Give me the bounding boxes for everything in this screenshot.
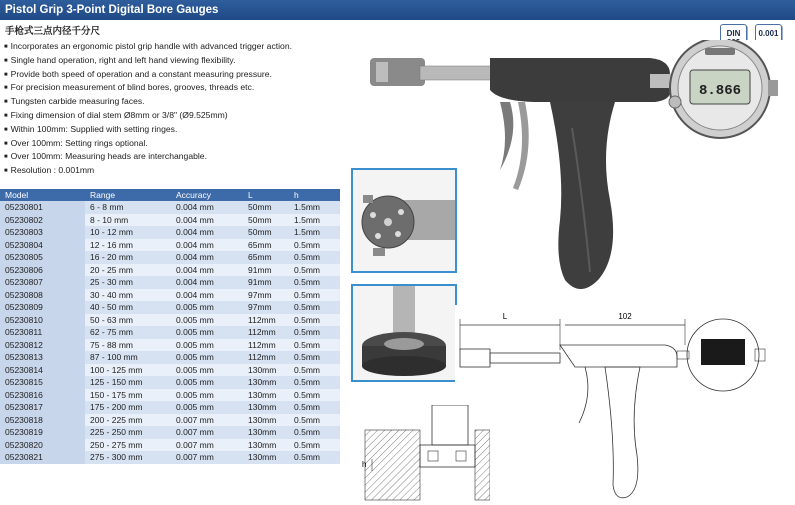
cell-h: 0.5mm	[289, 426, 340, 439]
drawing-lcd	[701, 339, 745, 365]
cell-range: 30 - 40 mm	[85, 289, 171, 302]
dim-l-label: L	[502, 312, 508, 321]
cell-range: 275 - 300 mm	[85, 451, 171, 464]
cell-accuracy: 0.004 mm	[171, 276, 243, 289]
cell-h: 0.5mm	[289, 351, 340, 364]
cell-model: 05230808	[0, 289, 85, 302]
feature-item: ■ Incorporates an ergonomic pistol grip handle with advanced trigger action.	[4, 41, 374, 55]
cell-h: 0.5mm	[289, 389, 340, 402]
table-row	[0, 276, 340, 289]
feature-item: ■ Over 100mm: Measuring heads are interchangable.	[4, 151, 374, 165]
cell-accuracy: 0.005 mm	[171, 301, 243, 314]
cell-accuracy: 0.007 mm	[171, 439, 243, 452]
cell-h: 0.5mm	[289, 339, 340, 352]
cell-model: 05230815	[0, 376, 85, 389]
table-row	[0, 339, 340, 352]
cell-h: 0.5mm	[289, 401, 340, 414]
cell-accuracy: 0.005 mm	[171, 339, 243, 352]
cell-range: 40 - 50 mm	[85, 301, 171, 314]
cell-model: 05230809	[0, 301, 85, 314]
cell-range: 16 - 20 mm	[85, 251, 171, 264]
cell-l: 97mm	[243, 301, 289, 314]
gauge-body	[490, 58, 670, 102]
cell-accuracy: 0.004 mm	[171, 264, 243, 277]
cell-h: 0.5mm	[289, 451, 340, 464]
cell-model: 05230803	[0, 226, 85, 239]
cell-h: 0.5mm	[289, 239, 340, 252]
spec-table	[0, 189, 340, 464]
cell-range: 20 - 25 mm	[85, 264, 171, 277]
cell-range: 125 - 150 mm	[85, 376, 171, 389]
feature-item: ■ Provide both speed of operation and a constant measuring pressure.	[4, 69, 374, 83]
cell-accuracy: 0.004 mm	[171, 239, 243, 252]
cell-range: 150 - 175 mm	[85, 389, 171, 402]
lcd-reading: 8.866	[698, 83, 742, 99]
table-row	[0, 351, 340, 364]
table-header-row	[0, 189, 340, 201]
cell-l: 130mm	[243, 426, 289, 439]
cell-model: 05230806	[0, 264, 85, 277]
cell-range: 50 - 63 mm	[85, 314, 171, 327]
technical-drawing	[455, 305, 795, 505]
cell-range: 100 - 125 mm	[85, 364, 171, 377]
table-row	[0, 326, 340, 339]
cell-l: 130mm	[243, 401, 289, 414]
cell-range: 12 - 16 mm	[85, 239, 171, 252]
table-row	[0, 426, 340, 439]
cell-model: 05230813	[0, 351, 85, 364]
table-row	[0, 251, 340, 264]
cell-l: 91mm	[243, 264, 289, 277]
col-l: L	[243, 189, 289, 201]
cell-accuracy: 0.005 mm	[171, 364, 243, 377]
cell-model: 05230812	[0, 339, 85, 352]
cell-h: 0.5mm	[289, 301, 340, 314]
cell-accuracy: 0.005 mm	[171, 314, 243, 327]
cell-model: 05230805	[0, 251, 85, 264]
cell-range: 200 - 225 mm	[85, 414, 171, 427]
table-row	[0, 264, 340, 277]
cell-range: 10 - 12 mm	[85, 226, 171, 239]
cell-l: 112mm	[243, 351, 289, 364]
cell-range: 25 - 30 mm	[85, 276, 171, 289]
table-row	[0, 214, 340, 227]
col-accuracy: Accuracy	[171, 189, 243, 201]
chinese-subtitle: 手枪式三点内径千分尺	[5, 26, 101, 37]
cell-accuracy: 0.005 mm	[171, 389, 243, 402]
cell-accuracy: 0.007 mm	[171, 414, 243, 427]
table-row	[0, 439, 340, 452]
cell-h: 0.5mm	[289, 439, 340, 452]
table-body	[0, 201, 340, 464]
inset-ring-photo	[351, 284, 457, 382]
cell-accuracy: 0.005 mm	[171, 401, 243, 414]
cell-accuracy: 0.004 mm	[171, 251, 243, 264]
bore-detail-drawing	[360, 405, 490, 505]
cell-h: 0.5mm	[289, 314, 340, 327]
table-row	[0, 289, 340, 302]
table-row	[0, 414, 340, 427]
cell-l: 50mm	[243, 226, 289, 239]
cell-h: 1.5mm	[289, 226, 340, 239]
cell-h: 0.5mm	[289, 326, 340, 339]
feature-item: ■ Tungsten carbide measuring faces.	[4, 96, 374, 110]
cell-l: 50mm	[243, 201, 289, 214]
cell-model: 05230810	[0, 314, 85, 327]
cell-l: 65mm	[243, 239, 289, 252]
cell-range: 175 - 200 mm	[85, 401, 171, 414]
table-row	[0, 314, 340, 327]
cell-range: 8 - 10 mm	[85, 214, 171, 227]
cell-accuracy: 0.004 mm	[171, 214, 243, 227]
cell-range: 62 - 75 mm	[85, 326, 171, 339]
cell-range: 6 - 8 mm	[85, 201, 171, 214]
cell-model: 05230818	[0, 414, 85, 427]
cell-l: 130mm	[243, 414, 289, 427]
cell-range: 87 - 100 mm	[85, 351, 171, 364]
cell-accuracy: 0.004 mm	[171, 226, 243, 239]
feature-item: ■ Within 100mm: Supplied with setting ringes.	[4, 124, 374, 138]
feature-item: ■ Fixing dimension of dial stem Ø8mm or 3/8" (Ø9.525mm)	[4, 110, 374, 124]
table-row	[0, 201, 340, 214]
cell-l: 130mm	[243, 439, 289, 452]
cell-accuracy: 0.005 mm	[171, 326, 243, 339]
resolution-badge-line1: 0.001	[758, 29, 779, 38]
cell-accuracy: 0.005 mm	[171, 351, 243, 364]
cell-h: 0.5mm	[289, 376, 340, 389]
din-badge-line1: DIN	[726, 29, 741, 38]
feature-list	[4, 41, 374, 179]
table-row	[0, 401, 340, 414]
table-row	[0, 301, 340, 314]
table-row	[0, 376, 340, 389]
cell-model: 05230811	[0, 326, 85, 339]
col-range: Range	[85, 189, 171, 201]
cell-model: 05230821	[0, 451, 85, 464]
cell-model: 05230817	[0, 401, 85, 414]
page-title: Pistol Grip 3-Point Digital Bore Gauges	[0, 0, 795, 20]
table-row	[0, 451, 340, 464]
cell-h: 1.5mm	[289, 201, 340, 214]
cell-l: 91mm	[243, 276, 289, 289]
cell-h: 0.5mm	[289, 289, 340, 302]
cell-l: 112mm	[243, 314, 289, 327]
cell-l: 130mm	[243, 389, 289, 402]
cell-model: 05230820	[0, 439, 85, 452]
cell-accuracy: 0.004 mm	[171, 289, 243, 302]
cell-l: 130mm	[243, 451, 289, 464]
table-row	[0, 389, 340, 402]
cell-l: 65mm	[243, 251, 289, 264]
cell-h: 0.5mm	[289, 414, 340, 427]
cell-h: 0.5mm	[289, 276, 340, 289]
table-row	[0, 364, 340, 377]
cell-accuracy: 0.007 mm	[171, 451, 243, 464]
cell-l: 97mm	[243, 289, 289, 302]
feature-item: ■ Single hand operation, right and left hand viewing flexibility.	[4, 55, 374, 69]
cell-model: 05230814	[0, 364, 85, 377]
inset-head-photo	[351, 168, 457, 273]
cell-accuracy: 0.005 mm	[171, 376, 243, 389]
cell-range: 225 - 250 mm	[85, 426, 171, 439]
cell-model: 05230807	[0, 276, 85, 289]
feature-item: ■ For precision measurement of blind bores, grooves, threads etc.	[4, 82, 374, 96]
cell-model: 05230816	[0, 389, 85, 402]
table-row	[0, 239, 340, 252]
cell-l: 50mm	[243, 214, 289, 227]
cell-h: 0.5mm	[289, 264, 340, 277]
cell-l: 130mm	[243, 376, 289, 389]
cell-model: 05230804	[0, 239, 85, 252]
cell-l: 112mm	[243, 326, 289, 339]
cell-model: 05230819	[0, 426, 85, 439]
cell-h: 1.5mm	[289, 214, 340, 227]
cell-l: 130mm	[243, 364, 289, 377]
cell-accuracy: 0.004 mm	[171, 201, 243, 214]
cell-range: 250 - 275 mm	[85, 439, 171, 452]
cell-l: 112mm	[243, 339, 289, 352]
feature-item: ■ Resolution : 0.001mm	[4, 165, 374, 179]
cell-h: 0.5mm	[289, 364, 340, 377]
cell-h: 0.5mm	[289, 251, 340, 264]
feature-item: ■ Over 100mm: Setting rings optional.	[4, 138, 374, 152]
cell-model: 05230802	[0, 214, 85, 227]
col-h: h	[289, 189, 340, 201]
col-model: Model	[0, 189, 85, 201]
dim-102-label: 102	[618, 312, 632, 321]
cell-accuracy: 0.007 mm	[171, 426, 243, 439]
cell-range: 75 - 88 mm	[85, 339, 171, 352]
table-row	[0, 226, 340, 239]
dim-h-label: h	[362, 460, 367, 469]
cell-model: 05230801	[0, 201, 85, 214]
